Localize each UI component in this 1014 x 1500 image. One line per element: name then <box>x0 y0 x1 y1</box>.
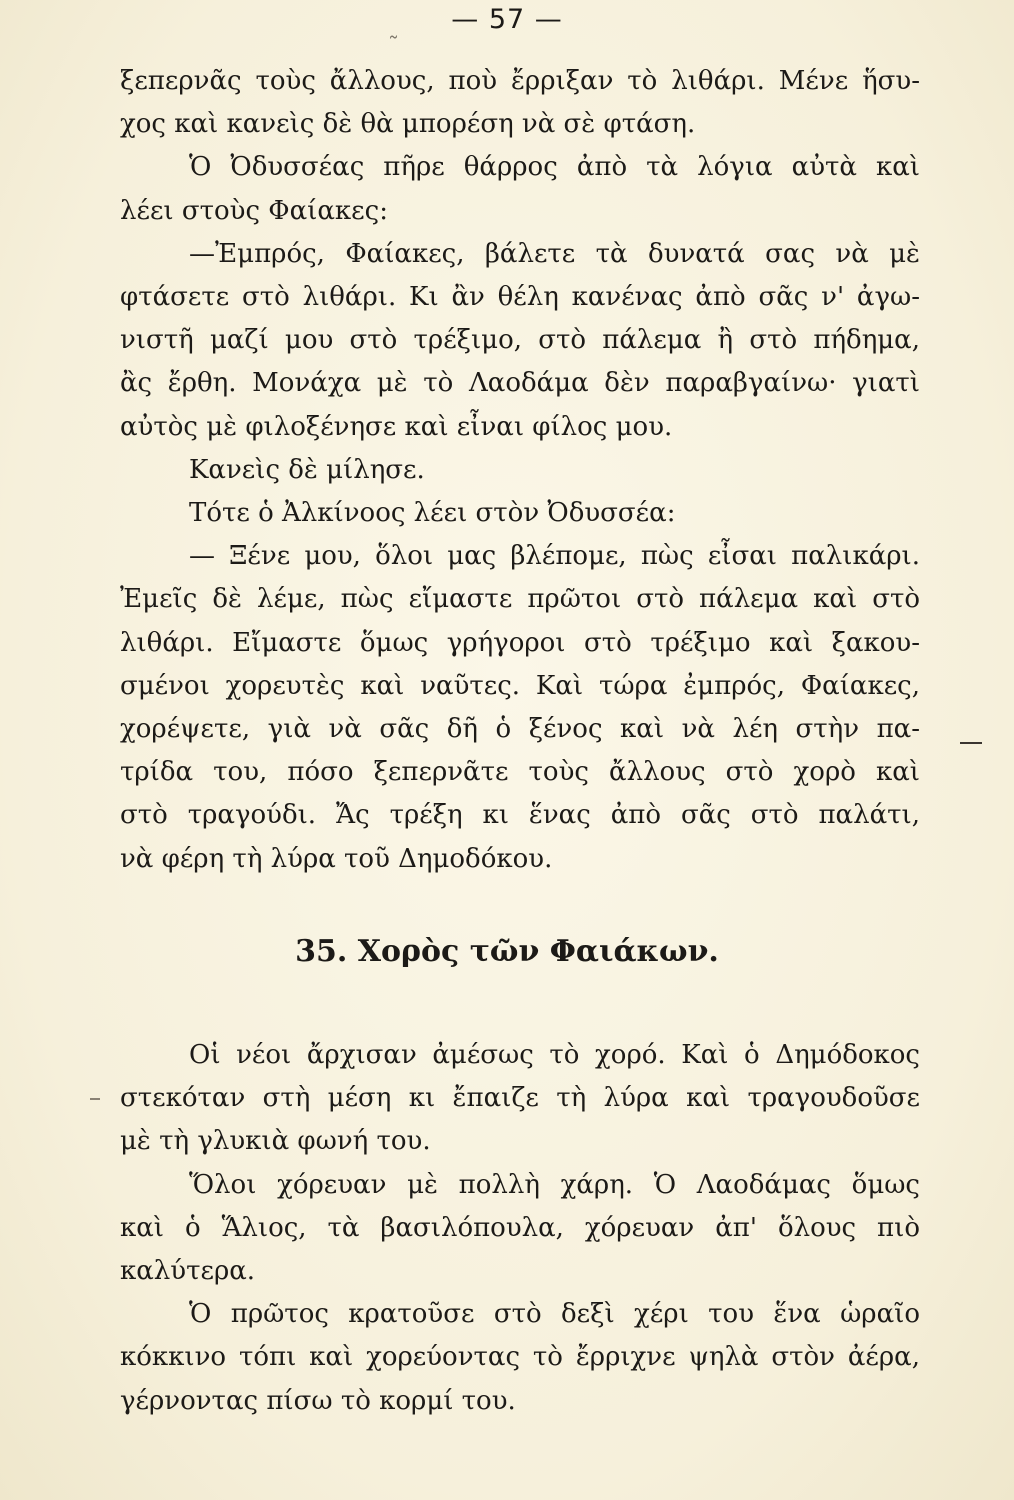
text-line: καὶ ὁ Ἅλιος, τὰ βασιλόπουλα, χόρευαν ἀπ' ὅλους πιὸ <box>120 1212 920 1243</box>
text-line: ἂς ἔρθη. Μονάχα μὲ τὸ Λαοδάμα δὲν παραβγαίνω· γιατὶ <box>120 368 920 399</box>
text-line: αὐτὸς μὲ φιλοξένησε καὶ εἶναι φίλος μου. <box>120 411 673 442</box>
margin-dash <box>960 742 982 744</box>
text-line: —Ἐμπρός, Φαίακες, βάλετε τὰ δυνατά σας νὰ μὲ <box>189 238 920 269</box>
section-heading: 35. Χορὸς τῶν Φαιάκων. <box>295 934 719 969</box>
text-line: τρίδα του, πόσο ξεπερνᾶτε τοὺς ἄλλους στὸ χορὸ καὶ <box>120 757 920 788</box>
text-line: Ὅλοι χόρευαν μὲ πολλὴ χάρη. Ὁ Λαοδάμας ὅμως <box>189 1169 920 1200</box>
text-line: Κανεὶς δὲ μίλησε. <box>189 454 425 485</box>
text-line: Οἱ νέοι ἄρχισαν ἀμέσως τὸ χορό. Καὶ ὁ Δημόδοκος <box>189 1040 920 1070</box>
text-line: Ἐμεῖς δὲ λέμε, πὼς εἴμαστε πρῶτοι στὸ πάλεμα καὶ στὸ <box>120 584 920 615</box>
text-line: νιστῆ μαζί μου στὸ τρέξιμο, στὸ πάλεμα ἢ στὸ πήδημα, <box>120 325 920 356</box>
text-line: σμένοι χορευτὲς καὶ ναῦτες. Καὶ τώρα ἐμπρός, Φαίακες, <box>120 670 920 701</box>
text-line: γέρνοντας πίσω τὸ κορμί του. <box>120 1385 516 1416</box>
text-line: — Ξένε μου, ὅλοι μας βλέπομε, πὼς εἶσαι παλικάρι. <box>189 541 920 572</box>
text-line: Τότε ὁ Ἀλκίνοος λέει στὸν Ὀδυσσέα: <box>189 498 676 529</box>
page-number: — 57 — <box>451 4 563 35</box>
text-line: στὸ τραγούδι. Ἄς τρέξη κι ἕνας ἀπὸ σᾶς στὸ παλάτι, <box>120 800 920 831</box>
text-line: μὲ τὴ γλυκιὰ φωνή του. <box>120 1126 431 1157</box>
text-line: Ὁ Ὀδυσσέας πῆρε θάρρος ἀπὸ τὰ λόγια αὐτὰ καὶ <box>189 152 920 183</box>
text-line: λιθάρι. Εἴμαστε ὅμως γρήγοροι στὸ τρέξιμο καὶ ξακου- <box>120 627 920 658</box>
text-line: Ὁ πρῶτος κρατοῦσε στὸ δεξὶ χέρι του ἕνα ὡραῖο <box>189 1299 920 1330</box>
text-line: νὰ φέρη τὴ λύρα τοῦ Δημοδόκου. <box>120 843 553 874</box>
body-text-first-section <box>120 60 920 881</box>
margin-dash <box>90 1098 100 1100</box>
text-line: χορέψετε, γιὰ νὰ σᾶς δῆ ὁ ξένος καὶ νὰ λέη στὴν πα- <box>120 714 920 745</box>
pencil-mark: ˜ <box>388 34 399 59</box>
text-line: ξεπερνᾶς τοὺς ἄλλους, ποὺ ἔρριξαν τὸ λιθάρι. Μένε ἥσυ- <box>120 66 920 96</box>
text-line: κόκκινο τόπι καὶ χορεύοντας τὸ ἔρριχνε ψηλὰ στὸν ἀέρα, <box>120 1342 920 1373</box>
text-line: χος καὶ κανεὶς δὲ θὰ μπορέση νὰ σὲ φτάση. <box>120 109 696 140</box>
text-line: καλύτερα. <box>120 1256 256 1287</box>
text-line: στεκόταν στὴ μέση κι ἔπαιζε τὴ λύρα καὶ τραγουδοῦσε <box>120 1083 920 1114</box>
text-line: φτάσετε στὸ λιθάρι. Κι ἂν θέλη κανένας ἀπὸ σᾶς ν' ἀγω- <box>120 282 920 313</box>
body-text-second-section <box>120 1034 920 1423</box>
text-line: λέει στοὺς Φαίακες: <box>120 195 388 226</box>
